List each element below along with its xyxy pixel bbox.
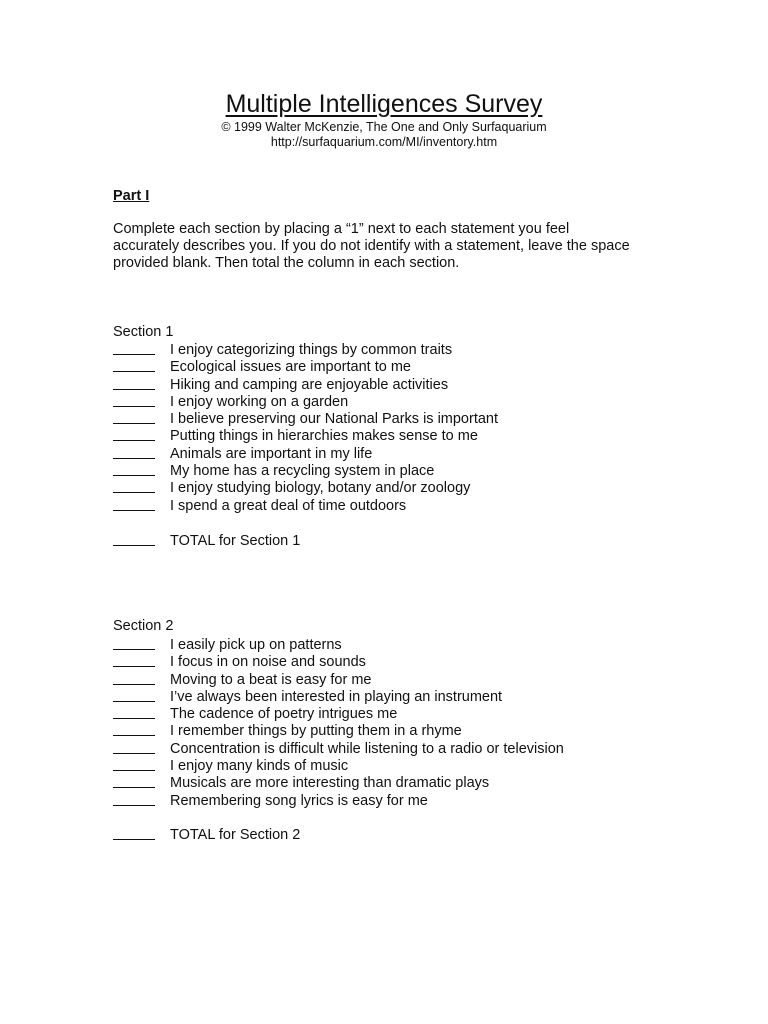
item-statement: Putting things in hierarchies makes sense to me (170, 428, 478, 445)
document-title: Multiple Intelligences Survey (225, 90, 543, 118)
answer-blank[interactable] (113, 463, 155, 476)
survey-item (113, 705, 673, 722)
survey-item (113, 427, 673, 444)
answer-blank[interactable] (113, 428, 155, 441)
section-1-total (113, 532, 300, 550)
item-statement: Ecological issues are important to me (170, 359, 411, 376)
item-statement: I enjoy studying biology, botany and/or zoology (170, 480, 471, 497)
answer-blank[interactable] (113, 411, 155, 424)
survey-item (113, 757, 673, 774)
answer-blank[interactable] (113, 359, 155, 372)
item-statement: Animals are important in my life (170, 445, 373, 462)
survey-item (113, 497, 673, 514)
item-statement: I enjoy categorizing things by common traits (170, 342, 453, 358)
instructions-line: accurately describes you. If you do not identify with a statement, leave the space (113, 238, 630, 255)
section-2-items (113, 636, 673, 809)
answer-blank[interactable] (113, 394, 155, 407)
copyright-line: © 1999 Walter McKenzie, The One and Only Surfaquarium (221, 120, 547, 134)
answer-blank[interactable] (113, 723, 155, 736)
survey-item (113, 393, 673, 410)
answer-blank[interactable] (113, 741, 155, 754)
section-2-heading: Section 2 (113, 618, 174, 634)
survey-item (113, 653, 673, 670)
instructions-line: provided blank. Then total the column in each section. (113, 255, 460, 272)
item-statement: Concentration is difficult while listening to a radio or television (170, 740, 564, 757)
survey-item (113, 740, 673, 757)
item-statement: I remember things by putting them in a rhyme (170, 723, 462, 740)
item-statement: I’ve always been interested in playing an instrument (170, 688, 503, 705)
item-statement: I spend a great deal of time outdoors (170, 497, 407, 514)
total-blank[interactable] (113, 827, 155, 840)
item-statement: Musicals are more interesting than dramatic plays (170, 775, 490, 792)
instructions-paragraph (113, 221, 673, 273)
item-statement: Moving to a beat is easy for me (170, 671, 372, 688)
item-statement: My home has a recycling system in place (170, 463, 435, 480)
answer-blank[interactable] (113, 672, 155, 685)
survey-item (113, 688, 673, 705)
section-2-total (113, 826, 300, 844)
instructions-line: Complete each section by placing a “1” next to each statement you feel (113, 221, 570, 237)
item-statement: I enjoy working on a garden (170, 393, 349, 410)
survey-item (113, 376, 673, 393)
item-statement: I easily pick up on patterns (170, 637, 342, 653)
survey-item (113, 358, 673, 375)
item-statement: I enjoy many kinds of music (170, 758, 349, 775)
source-url: http://surfaquarium.com/MI/inventory.htm (270, 135, 498, 149)
answer-blank[interactable] (113, 446, 155, 459)
part-heading: Part I (113, 188, 150, 204)
item-statement: I focus in on noise and sounds (170, 654, 366, 671)
section-1-items (113, 341, 673, 514)
survey-item (113, 479, 673, 496)
survey-item (113, 445, 673, 462)
survey-item (113, 462, 673, 479)
answer-blank[interactable] (113, 342, 155, 355)
item-statement: I believe preserving our National Parks is important (170, 411, 499, 428)
total-blank[interactable] (113, 533, 155, 546)
survey-item (113, 792, 673, 809)
survey-item (113, 774, 673, 791)
answer-blank[interactable] (113, 654, 155, 667)
answer-blank[interactable] (113, 758, 155, 771)
total-label: TOTAL for Section 1 (170, 533, 301, 549)
answer-blank[interactable] (113, 377, 155, 390)
section-1-heading: Section 1 (113, 324, 174, 340)
item-statement: Remembering song lyrics is easy for me (170, 792, 428, 809)
answer-blank[interactable] (113, 637, 155, 650)
survey-item (113, 722, 673, 739)
answer-blank[interactable] (113, 775, 155, 788)
answer-blank[interactable] (113, 689, 155, 702)
survey-item (113, 341, 673, 358)
answer-blank[interactable] (113, 706, 155, 719)
answer-blank[interactable] (113, 498, 155, 511)
answer-blank[interactable] (113, 480, 155, 493)
survey-item (113, 671, 673, 688)
survey-item (113, 410, 673, 427)
total-label: TOTAL for Section 2 (170, 827, 301, 843)
item-statement: Hiking and camping are enjoyable activities (170, 376, 449, 393)
survey-item (113, 636, 673, 653)
item-statement: The cadence of poetry intrigues me (170, 706, 398, 723)
answer-blank[interactable] (113, 793, 155, 806)
